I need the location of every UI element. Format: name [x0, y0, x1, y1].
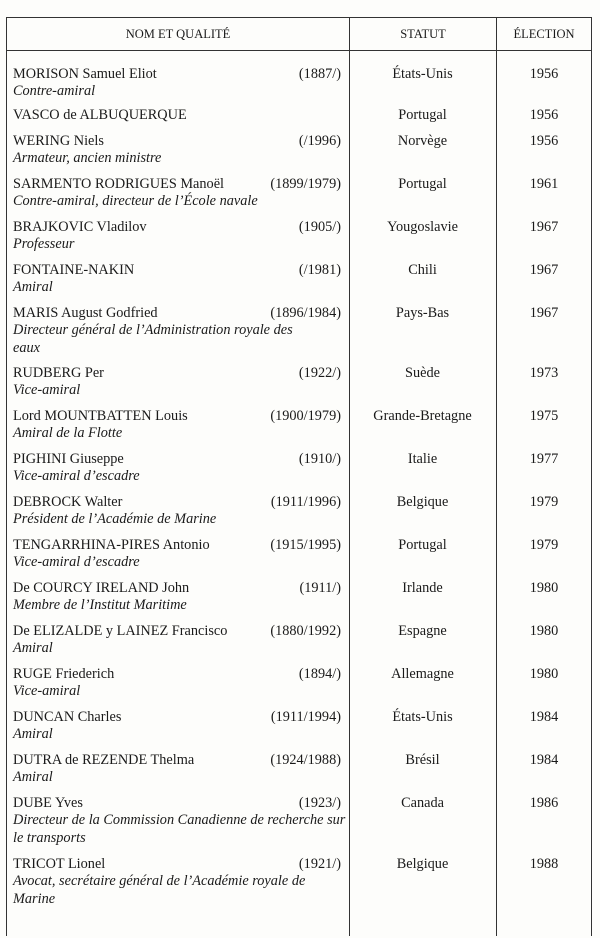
member-name: FONTAINE-NAKIN — [13, 262, 135, 278]
member-statut: États-Unis — [392, 709, 453, 725]
member-dates: (1923/) — [298, 795, 341, 811]
member-statut: Canada — [401, 795, 444, 811]
member-election: 1980 — [529, 623, 559, 639]
table-row — [7, 795, 591, 856]
member-dates: (1915/1995) — [270, 537, 341, 553]
member-election: 1986 — [529, 795, 559, 811]
member-name: MORISON Samuel Eliot — [13, 66, 157, 82]
member-qualite: Professeur — [13, 236, 75, 253]
member-name: BRAJKOVIC Vladilov — [13, 219, 147, 235]
member-statut: Italie — [407, 451, 438, 467]
header-statut: STATUT — [400, 27, 446, 41]
member-qualite: Vice-amiral d’escadre — [13, 468, 140, 485]
table-row — [7, 219, 591, 262]
table-row — [7, 623, 591, 666]
member-dates: (1905/) — [298, 219, 341, 235]
table-row — [7, 580, 591, 623]
member-election: 1988 — [529, 856, 559, 872]
member-election: 1984 — [529, 752, 559, 768]
member-qualite: Amiral de la Flotte — [13, 425, 123, 442]
member-name: TRICOT Lionel — [13, 856, 106, 872]
member-dates: (1900/1979) — [270, 408, 341, 424]
member-election: 1967 — [529, 262, 559, 278]
member-dates: (/1996) — [298, 133, 341, 149]
table-row — [7, 451, 591, 494]
member-statut: Irlande — [402, 580, 443, 596]
table-row — [7, 365, 591, 408]
member-election: 1979 — [529, 537, 559, 553]
member-statut: Belgique — [396, 494, 449, 510]
member-qualite: Directeur de la Commission Canadienne de recherche sur le transports — [13, 812, 346, 846]
member-statut: Grande-Bretagne — [373, 408, 472, 424]
member-election: 1956 — [529, 133, 559, 149]
member-election: 1961 — [529, 176, 559, 192]
member-statut: Chili — [408, 262, 437, 278]
member-qualite: Contre-amiral — [13, 83, 96, 100]
member-election: 1980 — [529, 666, 559, 682]
member-qualite: Membre de l’Institut Maritime — [13, 597, 187, 614]
member-qualite: Président de l’Académie de Marine — [13, 511, 217, 528]
member-statut: Yougoslavie — [387, 219, 458, 235]
member-dates: (1910/) — [298, 451, 341, 467]
member-election: 1977 — [529, 451, 559, 467]
member-election: 1967 — [529, 219, 559, 235]
member-dates: (1880/1992) — [270, 623, 341, 639]
member-statut: Norvège — [397, 133, 448, 149]
member-name: VASCO de ALBUQUERQUE — [13, 107, 187, 123]
member-dates: (1922/) — [298, 365, 341, 381]
member-election: 1956 — [529, 107, 559, 123]
member-qualite: Amiral — [13, 769, 53, 786]
table-row — [7, 408, 591, 451]
member-statut: Allemagne — [391, 666, 454, 682]
member-statut: Portugal — [398, 107, 447, 123]
member-election: 1956 — [529, 66, 559, 82]
header-election: ÉLECTION — [513, 27, 575, 41]
member-election: 1975 — [529, 408, 559, 424]
member-election: 1973 — [529, 365, 559, 381]
table-row — [7, 666, 591, 709]
member-dates: (1896/1984) — [270, 305, 341, 321]
member-qualite: Avocat, secrétaire général de l’Académie royale de Marine — [13, 873, 306, 907]
table-row — [7, 752, 591, 795]
member-statut: Brésil — [405, 752, 440, 768]
member-qualite: Amiral — [13, 640, 53, 657]
table-row — [7, 262, 591, 305]
member-qualite: Directeur général de l’Administration royale des eaux — [13, 322, 293, 356]
member-statut: Portugal — [398, 176, 447, 192]
member-qualite: Contre-amiral, directeur de l’École navale — [13, 193, 258, 210]
member-statut: Belgique — [396, 856, 449, 872]
member-name: MARIS August Godfried — [13, 305, 158, 321]
member-dates: (1911/) — [299, 580, 341, 596]
member-qualite: Amiral — [13, 726, 53, 743]
member-name: De COURCY IRELAND John — [13, 580, 190, 596]
member-qualite: Armateur, ancien ministre — [13, 150, 162, 167]
member-dates: (1894/) — [298, 666, 341, 682]
member-name: DUNCAN Charles — [13, 709, 122, 725]
member-election: 1984 — [529, 709, 559, 725]
member-dates: (1887/) — [298, 66, 341, 82]
member-name: PIGHINI Giuseppe — [13, 451, 124, 467]
table-header — [7, 18, 591, 51]
member-election: 1967 — [529, 305, 559, 321]
members-table — [6, 17, 592, 936]
table-row — [7, 537, 591, 580]
member-name: DUTRA de REZENDE Thelma — [13, 752, 195, 768]
member-statut: Suède — [405, 365, 440, 381]
member-qualite: Amiral — [13, 279, 53, 296]
table-row — [7, 494, 591, 537]
member-name: WERING Niels — [13, 133, 104, 149]
header-nom: NOM ET QUALITÉ — [125, 27, 231, 41]
member-statut: Portugal — [398, 537, 447, 553]
member-name: De ELIZALDE y LAINEZ Francisco — [13, 623, 228, 639]
member-qualite: Vice-amiral — [13, 382, 81, 399]
table-body — [7, 66, 591, 916]
member-name: Lord MOUNTBATTEN Louis — [13, 408, 188, 424]
table-row — [7, 66, 591, 107]
member-dates: (1924/1988) — [270, 752, 341, 768]
member-statut: États-Unis — [392, 66, 453, 82]
member-dates: (1899/1979) — [270, 176, 341, 192]
member-dates: (1911/1994) — [270, 709, 341, 725]
table-row — [7, 107, 591, 133]
member-name: DEBROCK Walter — [13, 494, 123, 510]
member-dates: (/1981) — [298, 262, 341, 278]
member-statut: Espagne — [398, 623, 447, 639]
member-election: 1979 — [529, 494, 559, 510]
member-name: DUBE Yves — [13, 795, 83, 811]
member-name: RUDBERG Per — [13, 365, 104, 381]
table-row — [7, 856, 591, 916]
table-row — [7, 133, 591, 176]
member-name: SARMENTO RODRIGUES Manoël — [13, 176, 225, 192]
member-name: TENGARRHINA-PIRES Antonio — [13, 537, 210, 553]
table-row — [7, 709, 591, 752]
member-qualite: Vice-amiral d’escadre — [13, 554, 140, 571]
member-election: 1980 — [529, 580, 559, 596]
table-row — [7, 176, 591, 219]
table-row — [7, 305, 591, 365]
member-name: RUGE Friederich — [13, 666, 115, 682]
member-dates: (1911/1996) — [270, 494, 341, 510]
member-qualite: Vice-amiral — [13, 683, 81, 700]
member-dates: (1921/) — [298, 856, 341, 872]
member-statut: Pays-Bas — [395, 305, 450, 321]
